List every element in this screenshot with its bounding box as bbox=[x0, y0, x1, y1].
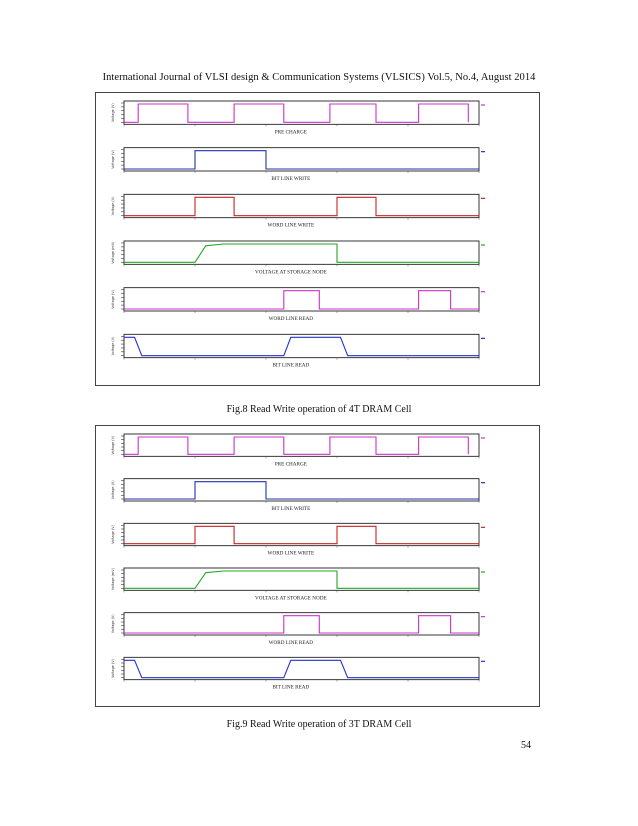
waveform-panel bbox=[111, 334, 485, 368]
panel-frame bbox=[124, 194, 479, 217]
waveform-panel bbox=[111, 613, 485, 646]
waveform-panel bbox=[111, 101, 485, 135]
panel-label: PRE CHARGE bbox=[274, 129, 307, 136]
y-axis-label: Voltage (V) bbox=[111, 659, 115, 678]
y-axis-label: Voltage (V) bbox=[111, 149, 115, 169]
panel-label: VOLTAGE AT STORAGE NODE bbox=[255, 269, 327, 276]
y-axis-label: Voltage (V) bbox=[111, 103, 115, 123]
y-axis-label: Voltage (V) bbox=[111, 525, 115, 544]
panel-label: BIT LINE READ bbox=[272, 684, 310, 691]
panel-label: PRE CHARGE bbox=[274, 461, 307, 468]
waveform-panel bbox=[111, 479, 485, 512]
figure-caption-fig8: Fig.8 Read Write operation of 4T DRAM Cell bbox=[226, 404, 412, 415]
waveform-trace bbox=[124, 437, 468, 454]
panel-frame bbox=[124, 148, 479, 171]
waveform-trace bbox=[124, 660, 479, 677]
waveform-panel bbox=[111, 523, 485, 556]
panel-label: WORD LINE READ bbox=[268, 640, 314, 646]
y-axis-label: Voltage (V) bbox=[111, 480, 115, 500]
y-axis-label: Voltage (V) bbox=[111, 614, 115, 634]
waveform-trace bbox=[124, 291, 479, 309]
waveform-trace bbox=[124, 616, 479, 633]
waveform-trace bbox=[124, 151, 479, 169]
waveform-trace bbox=[124, 482, 479, 499]
y-axis-label: Voltage (mV) bbox=[111, 568, 115, 591]
waveform-trace bbox=[124, 526, 479, 543]
waveform-panel bbox=[111, 657, 485, 690]
y-axis-label: Voltage (V) bbox=[111, 196, 115, 216]
waveform-trace bbox=[124, 104, 468, 122]
y-axis-label: Voltage (V) bbox=[111, 289, 115, 309]
panel-label: VOLTAGE AT STORAGE NODE bbox=[255, 595, 327, 602]
waveform-panel bbox=[111, 434, 485, 467]
page-number: 54 bbox=[521, 740, 531, 751]
figure-caption-fig9: Fig.9 Read Write operation of 3T DRAM Cell bbox=[226, 719, 412, 730]
waveform-plot-4t bbox=[96, 93, 539, 385]
waveform-panel bbox=[111, 241, 485, 275]
waveform-trace bbox=[124, 571, 479, 588]
panel-frame bbox=[124, 479, 479, 501]
waveform-panel bbox=[111, 567, 485, 601]
waveform-plot-3t bbox=[96, 426, 539, 706]
waveform-trace bbox=[124, 244, 479, 262]
panel-label: WORD LINE WRITE bbox=[267, 222, 315, 229]
running-header: International Journal of VLSI design & Communication Systems (VLSICS) Vol.5, No.4, August 2014 bbox=[102, 72, 536, 83]
y-axis-label: Voltage (mV) bbox=[111, 241, 115, 264]
y-axis-label: Voltage (V) bbox=[111, 435, 115, 455]
y-axis-label: Voltage (V) bbox=[111, 336, 115, 356]
waveform-trace bbox=[124, 337, 479, 355]
panel-label: BIT LINE WRITE bbox=[271, 506, 311, 512]
figure-4t-dram-waveforms bbox=[95, 92, 540, 386]
panel-label: WORD LINE WRITE bbox=[267, 550, 315, 557]
waveform-panel bbox=[111, 148, 485, 182]
figure-3t-dram-waveforms bbox=[95, 425, 540, 707]
waveform-panel bbox=[111, 194, 485, 228]
panel-label: BIT LINE WRITE bbox=[271, 176, 311, 182]
panel-label: WORD LINE READ bbox=[268, 316, 314, 322]
panel-frame bbox=[124, 523, 479, 545]
waveform-panel bbox=[111, 288, 485, 322]
panel-label: BIT LINE READ bbox=[272, 362, 310, 369]
waveform-trace bbox=[124, 197, 479, 215]
